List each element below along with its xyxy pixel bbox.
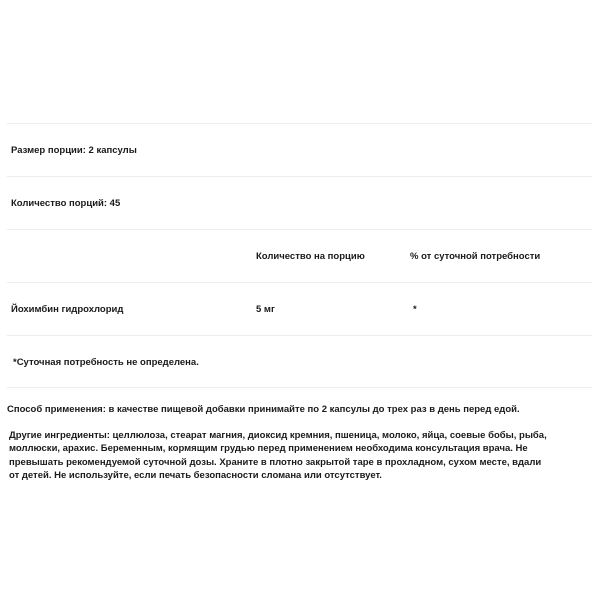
table-header-row (7, 229, 592, 282)
ingredient-amount: 5 мг (256, 304, 275, 315)
directions-text: Способ применения: в качестве пищевой добавки принимайте по 2 капсулы до трех раз в день перед едой. (7, 404, 520, 415)
ingredient-name: Йохимбин гидрохлорид (11, 304, 124, 315)
instructions-section (7, 403, 567, 483)
ingredient-daily-value: * (413, 304, 417, 315)
table-row (7, 282, 592, 335)
serving-size-row (7, 123, 592, 176)
amount-per-serving-header: Количество на порцию (256, 251, 365, 262)
footnote-row (7, 335, 592, 388)
other-ingredients-text: Другие ингредиенты: целлюлоза, стеарат магния, диоксид кремния, пшеница, молоко, яйца, соевые бобы, рыба, моллюски, арахис. Беременным, кормящим грудью перед применением необходима консультация врача. Не превышать рекомендуемой суточной дозы. Храните в плотно закрытой таре в прохладном, сухом месте, вдали от детей. Не используйте, если печать безопасности сломана или отсутствует. (9, 429, 547, 481)
daily-value-header: % от суточной потребности (410, 251, 541, 262)
supplement-facts-table (7, 123, 592, 388)
servings-per-container: Количество порций: 45 (11, 198, 121, 209)
daily-value-footnote: *Суточная потребность не определена. (13, 357, 199, 368)
servings-per-container-row (7, 176, 592, 229)
serving-size: Размер порции: 2 капсулы (11, 145, 137, 156)
